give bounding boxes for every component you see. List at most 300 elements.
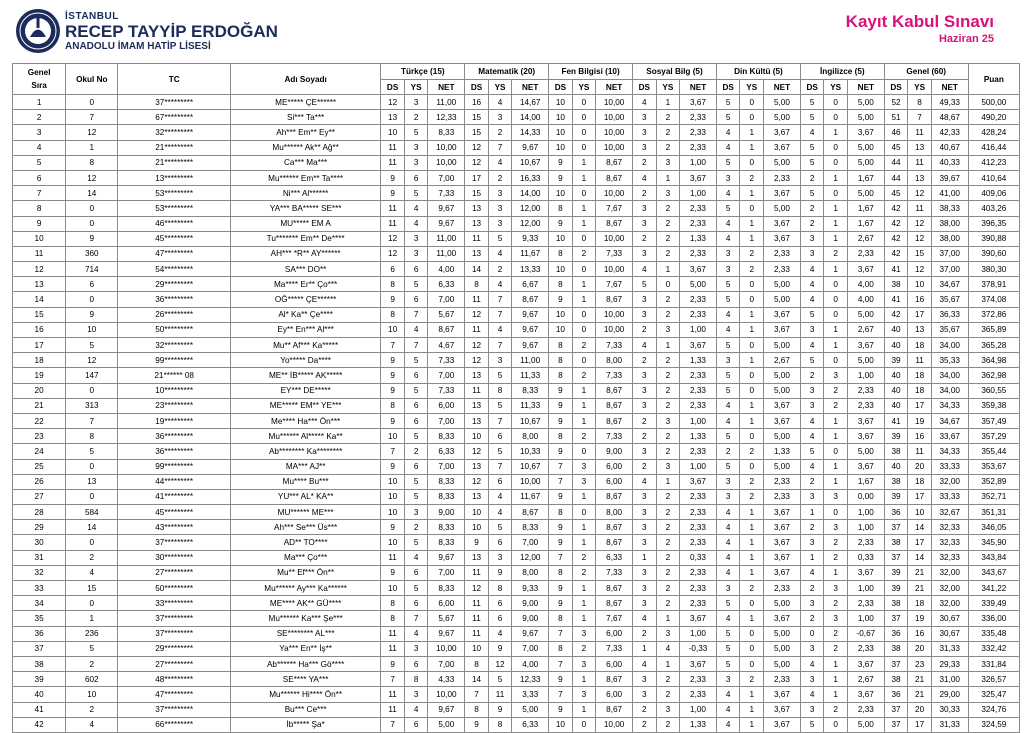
cell-turkce-ds: 9 bbox=[381, 292, 405, 307]
table-row bbox=[13, 353, 1020, 368]
cell-mat-ds: 13 bbox=[465, 216, 489, 231]
cell-din-ys: 1 bbox=[740, 687, 764, 702]
cell-din-net: 2,33 bbox=[764, 489, 801, 504]
cell-ing-net: 4,00 bbox=[847, 277, 884, 292]
cell-ing-net: 1,00 bbox=[847, 581, 884, 596]
cell-puan: 374,08 bbox=[968, 292, 1019, 307]
cell-sos-ys: 4 bbox=[656, 641, 680, 656]
cell-turkce-net: 8,33 bbox=[428, 581, 465, 596]
cell-mat-net: 9,33 bbox=[512, 581, 549, 596]
cell-mat-net: 14,67 bbox=[512, 95, 549, 110]
cell-turkce-ys: 6 bbox=[404, 413, 428, 428]
cell-ad-soyadi: OĞ***** ÇE****** bbox=[230, 292, 380, 307]
cell-ad-soyadi: Ab****** Ha*** Gö**** bbox=[230, 656, 380, 671]
cell-sos-ds: 3 bbox=[633, 520, 657, 535]
cell-din-ds: 2 bbox=[716, 444, 740, 459]
cell-mat-net: 6,33 bbox=[512, 717, 549, 732]
cell-din-ds: 3 bbox=[716, 246, 740, 261]
cell-sos-ds: 4 bbox=[633, 95, 657, 110]
cell-fen-net: 6,33 bbox=[596, 550, 633, 565]
table-header bbox=[13, 64, 1020, 95]
cell-ing-ds: 2 bbox=[800, 170, 824, 185]
cell-genel-ds: 37 bbox=[884, 656, 908, 671]
cell-sos-ds: 2 bbox=[633, 429, 657, 444]
cell-din-ds: 3 bbox=[716, 262, 740, 277]
cell-turkce-ys: 3 bbox=[404, 140, 428, 155]
cell-sos-ds: 3 bbox=[633, 489, 657, 504]
cell-okul-no: 5 bbox=[66, 338, 118, 353]
cell-turkce-ds: 11 bbox=[381, 216, 405, 231]
cell-sos-net: 2,33 bbox=[680, 292, 717, 307]
cell-genel-ds: 42 bbox=[884, 216, 908, 231]
cell-ing-net: 0,00 bbox=[847, 489, 884, 504]
cell-tc: 23********* bbox=[118, 398, 231, 413]
cell-turkce-ds: 8 bbox=[381, 398, 405, 413]
cell-din-net: 5,00 bbox=[764, 383, 801, 398]
cell-genel-ds: 46 bbox=[884, 125, 908, 140]
cell-sos-ys: 2 bbox=[656, 201, 680, 216]
cell-fen-net: 8,67 bbox=[596, 155, 633, 170]
cell-din-ys: 0 bbox=[740, 95, 764, 110]
cell-ing-ds: 4 bbox=[800, 687, 824, 702]
cell-genel-ys: 10 bbox=[908, 277, 932, 292]
cell-genel-net: 48,67 bbox=[931, 110, 968, 125]
cell-sos-ds: 3 bbox=[633, 110, 657, 125]
cell-din-net: 5,00 bbox=[764, 626, 801, 641]
cell-ing-net: 3,67 bbox=[847, 459, 884, 474]
cell-sos-ys: 2 bbox=[656, 444, 680, 459]
cell-din-ys: 2 bbox=[740, 474, 764, 489]
cell-din-net: 3,67 bbox=[764, 611, 801, 626]
cell-din-ds: 5 bbox=[716, 110, 740, 125]
cell-ing-ds: 3 bbox=[800, 535, 824, 550]
cell-sos-ys: 2 bbox=[656, 353, 680, 368]
cell-din-ds: 4 bbox=[716, 611, 740, 626]
cell-ing-net: 2,33 bbox=[847, 596, 884, 611]
cell-okul-no: 14 bbox=[66, 186, 118, 201]
cell-din-ys: 0 bbox=[740, 201, 764, 216]
cell-turkce-ys: 6 bbox=[404, 656, 428, 671]
cell-mat-ys: 5 bbox=[488, 368, 512, 383]
cell-mat-ds: 15 bbox=[465, 110, 489, 125]
cell-turkce-ys: 5 bbox=[404, 277, 428, 292]
table-row bbox=[13, 429, 1020, 444]
cell-turkce-net: 11,00 bbox=[428, 231, 465, 246]
cell-ad-soyadi: SA*** DO** bbox=[230, 262, 380, 277]
cell-ad-soyadi: Bu*** Ce*** bbox=[230, 702, 380, 717]
cell-mat-ys: 4 bbox=[488, 246, 512, 261]
cell-ing-ys: 2 bbox=[824, 383, 848, 398]
cell-ing-ys: 3 bbox=[824, 489, 848, 504]
cell-din-net: 5,00 bbox=[764, 429, 801, 444]
cell-mat-ds: 11 bbox=[465, 383, 489, 398]
cell-tc: 54********* bbox=[118, 262, 231, 277]
cell-sos-ys: 2 bbox=[656, 140, 680, 155]
cell-genel-ds: 40 bbox=[884, 368, 908, 383]
cell-fen-net: 10,00 bbox=[596, 262, 633, 277]
cell-turkce-net: 9,67 bbox=[428, 216, 465, 231]
cell-genel-net: 30,67 bbox=[931, 626, 968, 641]
cell-puan: 409,06 bbox=[968, 186, 1019, 201]
cell-mat-net: 12,33 bbox=[512, 672, 549, 687]
cell-fen-ys: 1 bbox=[572, 216, 596, 231]
cell-puan: 362,98 bbox=[968, 368, 1019, 383]
cell-genel-ds: 41 bbox=[884, 292, 908, 307]
cell-fen-ds: 9 bbox=[549, 520, 573, 535]
cell-ad-soyadi: Si*** Ta*** bbox=[230, 110, 380, 125]
cell-mat-ds: 7 bbox=[465, 687, 489, 702]
cell-fen-ds: 9 bbox=[549, 292, 573, 307]
cell-turkce-net: 10,00 bbox=[428, 687, 465, 702]
cell-turkce-ys: 4 bbox=[404, 550, 428, 565]
cell-sos-ds: 2 bbox=[633, 322, 657, 337]
cell-genel-net: 34,00 bbox=[931, 368, 968, 383]
cell-okul-no: 0 bbox=[66, 95, 118, 110]
cell-fen-ds: 9 bbox=[549, 672, 573, 687]
cell-turkce-net: 9,00 bbox=[428, 505, 465, 520]
cell-fen-ds: 8 bbox=[549, 277, 573, 292]
cell-sos-ys: 2 bbox=[656, 520, 680, 535]
cell-mat-net: 10,33 bbox=[512, 444, 549, 459]
cell-mat-ys: 7 bbox=[488, 413, 512, 428]
cell-genel-ys: 19 bbox=[908, 413, 932, 428]
cell-genel-net: 35,67 bbox=[931, 322, 968, 337]
cell-ing-net: 3,67 bbox=[847, 429, 884, 444]
cell-okul-no: 7 bbox=[66, 110, 118, 125]
cell-din-ds: 4 bbox=[716, 687, 740, 702]
table-row bbox=[13, 656, 1020, 671]
cell-mat-ds: 12 bbox=[465, 155, 489, 170]
cell-fen-ys: 1 bbox=[572, 672, 596, 687]
cell-mat-ds: 13 bbox=[465, 398, 489, 413]
cell-din-net: 5,00 bbox=[764, 596, 801, 611]
cell-turkce-net: 7,00 bbox=[428, 565, 465, 580]
cell-fen-ds: 8 bbox=[549, 611, 573, 626]
table-row bbox=[13, 626, 1020, 641]
cell-genel-ys: 12 bbox=[908, 216, 932, 231]
cell-sira: 25 bbox=[13, 459, 66, 474]
cell-ad-soyadi: YU*** AL* KA** bbox=[230, 489, 380, 504]
cell-sos-ds: 3 bbox=[633, 581, 657, 596]
cell-din-ys: 1 bbox=[740, 353, 764, 368]
cell-ing-ys: 1 bbox=[824, 338, 848, 353]
cell-fen-net: 7,33 bbox=[596, 429, 633, 444]
cell-genel-net: 32,67 bbox=[931, 505, 968, 520]
cell-okul-no: 12 bbox=[66, 125, 118, 140]
cell-sira: 9 bbox=[13, 216, 66, 231]
cell-mat-ys: 3 bbox=[488, 353, 512, 368]
cell-din-ys: 0 bbox=[740, 155, 764, 170]
cell-tc: 36********* bbox=[118, 292, 231, 307]
cell-sira: 20 bbox=[13, 383, 66, 398]
cell-mat-ys: 7 bbox=[488, 307, 512, 322]
cell-genel-ys: 14 bbox=[908, 550, 932, 565]
table-row bbox=[13, 444, 1020, 459]
cell-puan: 324,76 bbox=[968, 702, 1019, 717]
table-row bbox=[13, 231, 1020, 246]
cell-ing-ys: 3 bbox=[824, 611, 848, 626]
cell-okul-no: 13 bbox=[66, 474, 118, 489]
cell-ing-ds: 2 bbox=[800, 474, 824, 489]
cell-ing-net: 5,00 bbox=[847, 155, 884, 170]
table-row bbox=[13, 322, 1020, 337]
cell-genel-net: 32,33 bbox=[931, 520, 968, 535]
cell-turkce-net: 10,00 bbox=[428, 140, 465, 155]
cell-okul-no: 15 bbox=[66, 581, 118, 596]
cell-sira: 37 bbox=[13, 641, 66, 656]
cell-din-ys: 1 bbox=[740, 535, 764, 550]
cell-din-net: 1,33 bbox=[764, 444, 801, 459]
cell-din-ys: 1 bbox=[740, 216, 764, 231]
cell-din-net: 3,67 bbox=[764, 231, 801, 246]
header-group-turkce: Türkçe (15) bbox=[381, 64, 465, 80]
cell-ing-ds: 4 bbox=[800, 565, 824, 580]
cell-okul-no: 236 bbox=[66, 626, 118, 641]
cell-turkce-ds: 12 bbox=[381, 246, 405, 261]
cell-fen-net: 10,00 bbox=[596, 322, 633, 337]
cell-ad-soyadi: Me**** Ha*** Ön*** bbox=[230, 413, 380, 428]
cell-din-ys: 1 bbox=[740, 186, 764, 201]
cell-mat-net: 8,33 bbox=[512, 383, 549, 398]
cell-mat-ds: 8 bbox=[465, 277, 489, 292]
cell-mat-ds: 14 bbox=[465, 672, 489, 687]
cell-ing-ys: 3 bbox=[824, 520, 848, 535]
cell-ing-net: 5,00 bbox=[847, 444, 884, 459]
cell-tc: 36********* bbox=[118, 444, 231, 459]
cell-ing-net: 1,67 bbox=[847, 216, 884, 231]
cell-genel-ds: 37 bbox=[884, 717, 908, 732]
cell-sira: 6 bbox=[13, 170, 66, 185]
cell-sos-ys: 1 bbox=[656, 262, 680, 277]
cell-turkce-net: 8,67 bbox=[428, 322, 465, 337]
cell-din-ds: 4 bbox=[716, 550, 740, 565]
cell-din-ys: 1 bbox=[740, 717, 764, 732]
cell-ing-ds: 4 bbox=[800, 413, 824, 428]
cell-puan: 339,49 bbox=[968, 596, 1019, 611]
cell-sos-ds: 2 bbox=[633, 459, 657, 474]
cell-turkce-ds: 9 bbox=[381, 353, 405, 368]
cell-fen-ds: 10 bbox=[549, 186, 573, 201]
cell-din-ds: 3 bbox=[716, 672, 740, 687]
cell-sos-ys: 2 bbox=[656, 110, 680, 125]
cell-din-ys: 2 bbox=[740, 444, 764, 459]
cell-sos-ds: 3 bbox=[633, 201, 657, 216]
cell-mat-ys: 3 bbox=[488, 216, 512, 231]
cell-genel-net: 40,67 bbox=[931, 140, 968, 155]
cell-sos-ys: 2 bbox=[656, 550, 680, 565]
cell-genel-ds: 39 bbox=[884, 565, 908, 580]
cell-sos-ys: 2 bbox=[656, 717, 680, 732]
cell-puan: 352,71 bbox=[968, 489, 1019, 504]
cell-sos-ys: 0 bbox=[656, 277, 680, 292]
cell-okul-no: 12 bbox=[66, 170, 118, 185]
cell-tc: 37********* bbox=[118, 535, 231, 550]
cell-mat-ds: 10 bbox=[465, 429, 489, 444]
cell-din-net: 2,33 bbox=[764, 474, 801, 489]
cell-ad-soyadi: MA*** AJ** bbox=[230, 459, 380, 474]
cell-genel-net: 36,33 bbox=[931, 307, 968, 322]
school-name bbox=[65, 12, 278, 52]
cell-sos-ds: 2 bbox=[633, 717, 657, 732]
cell-din-ys: 2 bbox=[740, 246, 764, 261]
subheader-matematik-ys: YS bbox=[488, 80, 512, 95]
cell-tc: 46********* bbox=[118, 216, 231, 231]
cell-fen-net: 6,00 bbox=[596, 656, 633, 671]
cell-turkce-ds: 10 bbox=[381, 489, 405, 504]
cell-turkce-ys: 3 bbox=[404, 95, 428, 110]
cell-ad-soyadi: SE******** AL*** bbox=[230, 626, 380, 641]
cell-fen-ys: 0 bbox=[572, 505, 596, 520]
cell-puan: 403,26 bbox=[968, 201, 1019, 216]
cell-mat-ds: 13 bbox=[465, 246, 489, 261]
cell-tc: 21********* bbox=[118, 140, 231, 155]
cell-fen-ds: 9 bbox=[549, 398, 573, 413]
cell-fen-ys: 3 bbox=[572, 656, 596, 671]
cell-ing-net: 5,00 bbox=[847, 186, 884, 201]
cell-genel-ys: 18 bbox=[908, 368, 932, 383]
cell-ing-ds: 3 bbox=[800, 398, 824, 413]
cell-tc: 50********* bbox=[118, 581, 231, 596]
cell-mat-ds: 14 bbox=[465, 262, 489, 277]
cell-din-net: 5,00 bbox=[764, 338, 801, 353]
cell-sos-net: 2,33 bbox=[680, 565, 717, 580]
cell-ad-soyadi: Ey** En*** Al*** bbox=[230, 322, 380, 337]
cell-genel-net: 29,33 bbox=[931, 656, 968, 671]
cell-sos-ds: 2 bbox=[633, 626, 657, 641]
cell-genel-ds: 40 bbox=[884, 322, 908, 337]
cell-sos-ds: 1 bbox=[633, 550, 657, 565]
cell-genel-ds: 37 bbox=[884, 520, 908, 535]
table-row bbox=[13, 565, 1020, 580]
cell-din-ds: 4 bbox=[716, 505, 740, 520]
cell-turkce-net: 12,33 bbox=[428, 110, 465, 125]
cell-sos-net: 1,33 bbox=[680, 429, 717, 444]
cell-sos-net: 1,33 bbox=[680, 231, 717, 246]
cell-fen-ys: 1 bbox=[572, 292, 596, 307]
cell-okul-no: 9 bbox=[66, 307, 118, 322]
cell-din-ys: 1 bbox=[740, 413, 764, 428]
cell-turkce-ys: 6 bbox=[404, 170, 428, 185]
cell-fen-ys: 1 bbox=[572, 155, 596, 170]
cell-puan: 372,86 bbox=[968, 307, 1019, 322]
subheader-fen-ds: DS bbox=[549, 80, 573, 95]
cell-genel-ys: 11 bbox=[908, 125, 932, 140]
cell-din-net: 5,00 bbox=[764, 155, 801, 170]
cell-ing-ds: 3 bbox=[800, 702, 824, 717]
cell-ad-soyadi: ME***** ÇE****** bbox=[230, 95, 380, 110]
cell-mat-ds: 11 bbox=[465, 231, 489, 246]
cell-mat-net: 8,67 bbox=[512, 292, 549, 307]
cell-genel-ds: 44 bbox=[884, 170, 908, 185]
cell-din-net: 3,67 bbox=[764, 505, 801, 520]
cell-ing-ys: 2 bbox=[824, 626, 848, 641]
cell-turkce-net: 8,33 bbox=[428, 520, 465, 535]
cell-ing-ds: 5 bbox=[800, 155, 824, 170]
cell-din-net: 5,00 bbox=[764, 95, 801, 110]
header-sira: Sıra bbox=[31, 81, 47, 90]
cell-mat-net: 11,00 bbox=[512, 353, 549, 368]
cell-sos-ds: 3 bbox=[633, 596, 657, 611]
cell-ing-ds: 4 bbox=[800, 459, 824, 474]
cell-din-net: 3,67 bbox=[764, 322, 801, 337]
cell-turkce-ys: 4 bbox=[404, 702, 428, 717]
cell-turkce-ys: 2 bbox=[404, 444, 428, 459]
cell-sos-ds: 4 bbox=[633, 170, 657, 185]
cell-mat-net: 4,00 bbox=[512, 656, 549, 671]
cell-din-ds: 5 bbox=[716, 641, 740, 656]
cell-sira: 13 bbox=[13, 277, 66, 292]
cell-genel-net: 32,00 bbox=[931, 474, 968, 489]
cell-sira: 3 bbox=[13, 125, 66, 140]
cell-ing-ds: 3 bbox=[800, 322, 824, 337]
cell-fen-ds: 10 bbox=[549, 231, 573, 246]
cell-puan: 335,48 bbox=[968, 626, 1019, 641]
cell-ing-net: 2,33 bbox=[847, 246, 884, 261]
cell-turkce-ds: 11 bbox=[381, 702, 405, 717]
cell-turkce-ys: 7 bbox=[404, 307, 428, 322]
cell-ing-ds: 3 bbox=[800, 383, 824, 398]
cell-sos-ds: 2 bbox=[633, 186, 657, 201]
cell-fen-ds: 9 bbox=[549, 155, 573, 170]
cell-puan: 500,00 bbox=[968, 95, 1019, 110]
cell-din-ds: 3 bbox=[716, 581, 740, 596]
cell-fen-net: 7,33 bbox=[596, 338, 633, 353]
cell-okul-no: 5 bbox=[66, 444, 118, 459]
cell-fen-ys: 2 bbox=[572, 368, 596, 383]
cell-din-ys: 2 bbox=[740, 672, 764, 687]
cell-turkce-net: 4,33 bbox=[428, 672, 465, 687]
cell-sos-ys: 1 bbox=[656, 338, 680, 353]
cell-ing-ys: 0 bbox=[824, 292, 848, 307]
cell-turkce-net: 9,67 bbox=[428, 550, 465, 565]
cell-sira: 15 bbox=[13, 307, 66, 322]
cell-genel-net: 38,00 bbox=[931, 216, 968, 231]
cell-fen-net: 7,67 bbox=[596, 277, 633, 292]
cell-din-ys: 1 bbox=[740, 565, 764, 580]
cell-okul-no: 0 bbox=[66, 383, 118, 398]
cell-ing-ys: 1 bbox=[824, 429, 848, 444]
cell-okul-no: 12 bbox=[66, 353, 118, 368]
header-group-sosyal: Sosyal Bilg (5) bbox=[633, 64, 717, 80]
cell-okul-no: 8 bbox=[66, 429, 118, 444]
cell-mat-net: 11,33 bbox=[512, 368, 549, 383]
cell-mat-ys: 4 bbox=[488, 322, 512, 337]
cell-fen-ys: 0 bbox=[572, 353, 596, 368]
cell-genel-ys: 17 bbox=[908, 398, 932, 413]
cell-fen-ds: 10 bbox=[549, 307, 573, 322]
cell-fen-ys: 3 bbox=[572, 626, 596, 641]
cell-turkce-ys: 6 bbox=[404, 717, 428, 732]
cell-sos-net: 2,33 bbox=[680, 201, 717, 216]
cell-mat-ys: 4 bbox=[488, 626, 512, 641]
cell-fen-net: 7,33 bbox=[596, 641, 633, 656]
cell-mat-net: 8,33 bbox=[512, 520, 549, 535]
cell-sos-net: 2,33 bbox=[680, 444, 717, 459]
cell-ing-ys: 0 bbox=[824, 505, 848, 520]
cell-tc: 47********* bbox=[118, 246, 231, 261]
cell-ing-net: 2,67 bbox=[847, 231, 884, 246]
table-row bbox=[13, 398, 1020, 413]
cell-fen-ds: 10 bbox=[549, 322, 573, 337]
subheader-din-ys: YS bbox=[740, 80, 764, 95]
cell-din-ds: 4 bbox=[716, 398, 740, 413]
cell-din-ds: 3 bbox=[716, 353, 740, 368]
cell-ad-soyadi: Yo***** Da**** bbox=[230, 353, 380, 368]
cell-ing-ys: 2 bbox=[824, 702, 848, 717]
cell-sos-net: 1,00 bbox=[680, 626, 717, 641]
subheader-ingilizce-ds: DS bbox=[800, 80, 824, 95]
cell-genel-ys: 11 bbox=[908, 155, 932, 170]
